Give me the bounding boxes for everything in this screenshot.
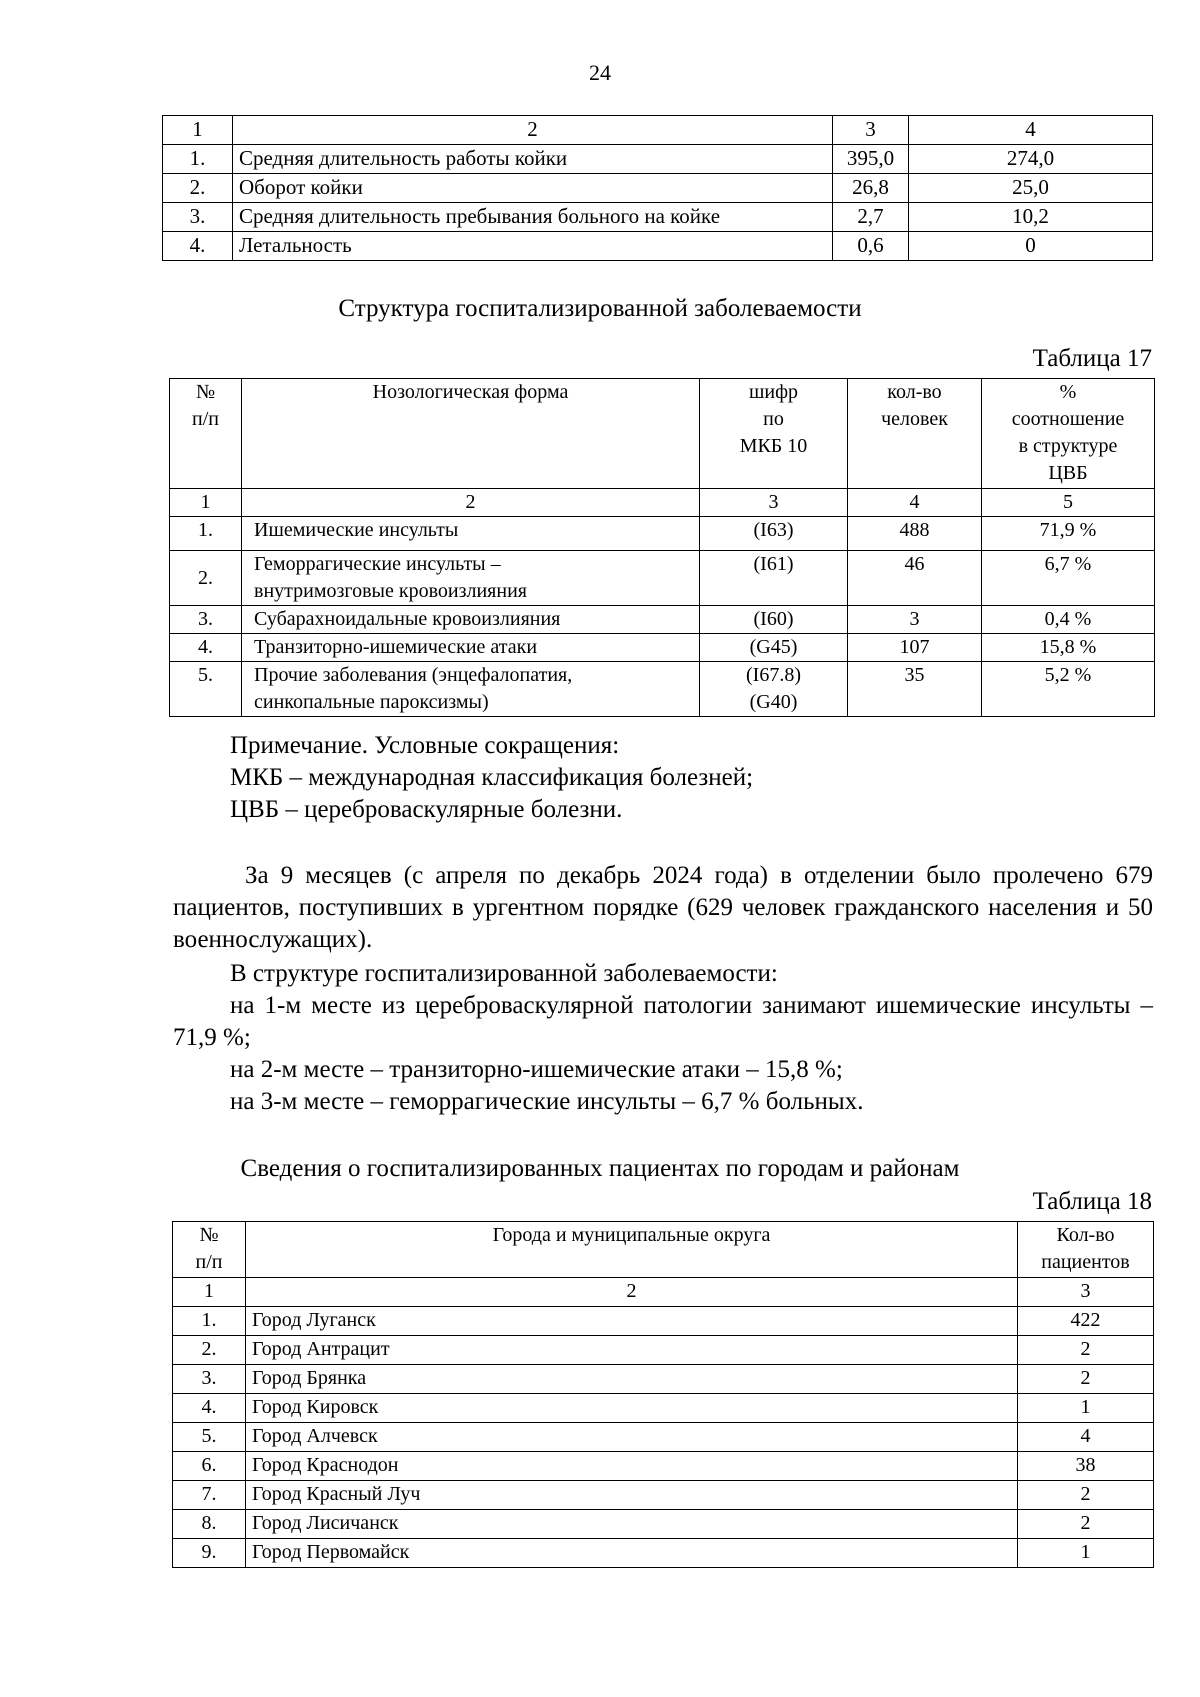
row-number: 1. [170,517,242,551]
table-header-row [163,116,1153,145]
patient-count: 38 [1018,1452,1154,1481]
column-number: 5 [982,489,1155,517]
table-row [163,203,1153,232]
note-abbreviation-icd: МКБ – международная классификация болезней; [230,764,754,791]
form-line: Ишемические инсульты [254,519,459,541]
icd-code [700,606,848,634]
icd-code [700,551,848,606]
city-name: Город Кировск [246,1394,1018,1423]
column-number: 2 [242,489,700,517]
indicator-name: Средняя длительность работы койки [233,145,833,174]
patient-count: 46 [848,551,982,606]
header-line: соотношение [1011,408,1125,430]
patient-count: 107 [848,634,982,662]
header-line: человек [881,408,948,430]
column-number: 3 [833,116,909,145]
header-city: Города и муниципальные округа [246,1222,1018,1278]
table-row [173,1423,1154,1452]
section-title-patients-by-city: Сведения о госпитализированных пациентах по городам и районам [240,1155,960,1182]
indicators-table-continued [162,115,1153,261]
patient-count: 2 [1018,1510,1154,1539]
patient-count: 35 [848,662,982,717]
form-line: синкопальные пароксизмы) [254,691,489,713]
indicator-value: 0 [909,232,1153,261]
header-line: № [195,381,216,403]
header-line: по [763,408,784,430]
column-number: 1 [170,489,242,517]
row-number: 2. [173,1336,246,1365]
table-row [163,174,1153,203]
table-caption: Таблица 18 [1032,1188,1152,1215]
patient-count: 488 [848,517,982,551]
table-caption: Таблица 17 [1032,345,1152,372]
table-row [173,1307,1154,1336]
table-row [173,1452,1154,1481]
city-name: Город Лисичанск [246,1510,1018,1539]
percent-value: 71,9 % [982,517,1155,551]
column-number: 4 [848,489,982,517]
table-row [173,1365,1154,1394]
row-number: 7. [173,1481,246,1510]
indicator-value: 0,6 [833,232,909,261]
percent-value: 0,4 % [982,606,1155,634]
column-numbers-row [173,1278,1154,1307]
note-abbreviation-cvd: ЦВБ – цереброваскулярные болезни. [230,796,623,823]
row-number: 5. [170,662,242,717]
header-line: п/п [192,408,219,430]
nosological-form [242,606,700,634]
header-line: ЦВБ [1048,462,1088,484]
patient-count: 1 [1018,1539,1154,1568]
header-line: № [199,1224,219,1246]
table-row [170,634,1155,662]
indicator-value: 274,0 [909,145,1153,174]
page-number: 24 [589,60,611,85]
column-number: 3 [1018,1278,1154,1307]
nosological-form [242,517,700,551]
code-line: (I60) [753,608,794,630]
table-row [173,1394,1154,1423]
form-line: Транзиторно-ишемические атаки [254,636,538,658]
icd-code [700,662,848,717]
patient-count: 2 [1018,1336,1154,1365]
percent-value: 6,7 % [982,551,1155,606]
code-line: (G40) [749,691,798,713]
paragraph-summary: За 9 месяцев (с апреля по декабрь 2024 года) в отделении было пролечено 679 пациентов, поступивших в ургентном порядке (629 человек гражданского населения и 50 военнослужащих). [173,862,1153,953]
indicator-value: 10,2 [909,203,1153,232]
form-line: Геморрагические инсульты – [254,553,501,575]
icd-code [700,634,848,662]
table-row [170,551,1155,606]
indicator-name: Средняя длительность пребывания больного на койке [233,203,833,232]
city-name: Город Первомайск [246,1539,1018,1568]
city-name: Город Краснодон [246,1452,1018,1481]
nosological-form [242,634,700,662]
city-name: Город Алчевск [246,1423,1018,1452]
indicator-value: 2,7 [833,203,909,232]
row-number: 5. [173,1423,246,1452]
header-line: п/п [195,1251,223,1273]
table-row [173,1539,1154,1568]
nosological-form [242,662,700,717]
patients-by-city-table [172,1221,1154,1568]
city-name: Город Красный Луч [246,1481,1018,1510]
table-row [170,662,1155,717]
indicator-value: 395,0 [833,145,909,174]
header-num [170,379,242,489]
row-number: 3. [163,203,233,232]
percent-value: 15,8 % [982,634,1155,662]
header-line: пациентов [1041,1251,1130,1273]
header-num [173,1222,246,1278]
patient-count: 3 [848,606,982,634]
header-line: МКБ 10 [739,435,808,457]
indicator-name: Оборот койки [233,174,833,203]
table-row [173,1336,1154,1365]
form-line: внутримозговые кровоизлияния [254,580,527,602]
code-line: (I67.8) [746,664,801,686]
patient-count: 4 [1018,1423,1154,1452]
row-number: 6. [173,1452,246,1481]
header-line: % [1059,381,1077,403]
table-row [170,517,1155,551]
code-line: (I61) [753,553,794,575]
paragraph-second-place: на 2-м месте – транзиторно-ишемические атаки – 15,8 %; [230,1056,843,1083]
morbidity-structure-table [169,378,1155,717]
row-number: 9. [173,1539,246,1568]
column-number: 3 [700,489,848,517]
table-row [173,1510,1154,1539]
patient-count: 2 [1018,1365,1154,1394]
indicator-value: 25,0 [909,174,1153,203]
header-percent [982,379,1155,489]
column-number: 1 [173,1278,246,1307]
code-line: (G45) [749,636,798,658]
row-number: 3. [170,606,242,634]
header-line: Кол-во [1056,1224,1115,1246]
row-number: 4. [173,1394,246,1423]
column-number: 1 [163,116,233,145]
column-number: 4 [909,116,1153,145]
table-row [163,145,1153,174]
row-number: 1. [173,1307,246,1336]
table-header-row [170,379,1155,489]
patient-count: 422 [1018,1307,1154,1336]
header-icd-code [700,379,848,489]
paragraph-first-place: на 1-м месте из цереброваскулярной патологии занимают ишемические инсульты – 71,9 %; [173,992,1153,1051]
column-numbers-row [170,489,1155,517]
patient-count: 2 [1018,1481,1154,1510]
row-number: 3. [173,1365,246,1394]
section-title-morbidity-structure: Структура госпитализированной заболеваемости [338,295,862,322]
row-number: 1. [163,145,233,174]
row-number: 4. [163,232,233,261]
header-patient-count [1018,1222,1154,1278]
header-line: в структуре [1018,435,1118,457]
column-number: 2 [233,116,833,145]
header-nosological-form: Нозологическая форма [242,379,700,489]
form-line: Субарахноидальные кровоизлияния [254,608,561,630]
patient-count: 1 [1018,1394,1154,1423]
row-number: 8. [173,1510,246,1539]
city-name: Город Брянка [246,1365,1018,1394]
paragraph-third-place: на 3-м месте – геморрагические инсульты – 6,7 % больных. [230,1088,864,1115]
header-line: шифр [748,381,799,403]
percent-value: 5,2 % [982,662,1155,717]
paragraph-structure-intro: В структуре госпитализированной заболеваемости: [230,960,778,987]
nosological-form [242,551,700,606]
column-number: 2 [246,1278,1018,1307]
row-number: 4. [170,634,242,662]
table-row [173,1481,1154,1510]
indicator-name: Летальность [233,232,833,261]
row-number: 2. [163,174,233,203]
row-number: 2. [170,551,242,606]
icd-code [700,517,848,551]
city-name: Город Луганск [246,1307,1018,1336]
table-header-row [173,1222,1154,1278]
note-heading: Примечание. Условные сокращения: [230,732,620,759]
header-line: кол-во [887,381,942,403]
city-name: Город Антрацит [246,1336,1018,1365]
code-line: (I63) [753,519,794,541]
table-row [163,232,1153,261]
form-line: Прочие заболевания (энцефалопатия, [254,664,573,686]
table-row [170,606,1155,634]
header-count [848,379,982,489]
indicator-value: 26,8 [833,174,909,203]
